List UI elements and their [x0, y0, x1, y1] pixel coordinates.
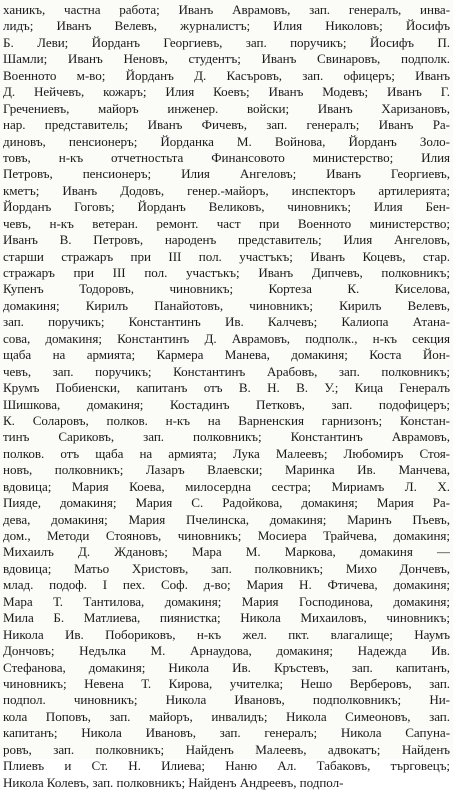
text-line: Никола Колевъ, зап. полковникъ; Найденъ Андреевъ, подпол- [3, 774, 344, 790]
text-line: дева, домакиня; Мария Пчелинска, домакиня; Маринъ Пъевъ, [3, 511, 450, 527]
text-line: чиновникъ; Невена Т. Кирова, учителка; Нешо Верберовъ, зап. [3, 675, 450, 691]
text-line: Плиевъ и Ст. Н. Илиева; Наню Ал. Табаковъ, търговецъ; [3, 758, 450, 774]
text-line: Йорданъ Гоговъ; Йорданъ Великовъ, чиновникъ; Илия Бен- [3, 199, 450, 215]
text-line: Шамли; Иванъ Неновъ, студентъ; Иванъ Свинаровъ, подполк. [3, 51, 450, 67]
text-line: Дончовъ; Недълка М. Арнаудова, домакиня; Надежда Ив. [3, 643, 450, 659]
document-body [3, 2, 450, 791]
text-line: Мила Б. Матлиева, пиянистка; Никола Михаиловъ, чиновникъ; [3, 610, 450, 626]
text-line: полков. отъ щаба на армията; Лука Малеевъ; Любомиръ Стоя- [3, 445, 450, 461]
text-line: Б. Леви; Йорданъ Георгиевъ, зап. поручикъ; Йосифъ П. [3, 34, 450, 50]
text-line: К. Соларовъ, полков. н-къ на Варненския гарнизонъ; Констан- [3, 412, 450, 428]
text-line: чевъ, н-къ ветеран. ремонт. част при Военното министерство; [3, 215, 450, 231]
text-line: нар. представитель; Иванъ Фичевъ, зап. генералъ; Иванъ Ра- [3, 117, 450, 133]
text-line: вдовица; Мария Коева, милосердна сестра; Мириамъ Л. Х. [3, 478, 450, 494]
text-line: млад. подоф. I пех. Соф. д-во; Мария Н. Фтичева, домакиня; [3, 577, 450, 593]
text-line: подпол. чиновникъ; Никола Ивановъ, подполковникъ; Ни- [3, 692, 450, 708]
text-line: ханикъ, частна работа; Иванъ Аврамовъ, зап. генералъ, инва- [3, 2, 450, 17]
text-line: старши стражаръ при III пол. участъкъ; Иванъ Коцевъ, стар. [3, 248, 450, 264]
text-line: Крумъ Побиенски, капитанъ отъ В. Н. В. У.; Кица Генералъ [3, 380, 450, 396]
text-line: новъ, полковникъ; Лазаръ Влаевски; Маринка Ив. Манчева, [3, 462, 450, 478]
text-line: Стефанова, домакиня; Никола Ив. Кръстевъ, зап. капитанъ, [3, 659, 450, 675]
text-line: щаба на армията; Кармера Манева, домакиня; Коста Йон- [3, 347, 450, 363]
text-line: Никола Ив. Побориковъ, н-къ жел. пкт. влагалище; Наумъ [3, 626, 450, 642]
text-line: зап. поручикъ; Константинъ Ив. Калчевъ; Калиопа Атана- [3, 314, 450, 330]
text-line: вдовица; Матьо Христовъ, зап. полковникъ; Михо Дончевъ, [3, 560, 450, 576]
text-line: Михаилъ Д. Ждановъ; Мара М. Маркова, домакиня — [3, 544, 450, 560]
text-line: Гречениевъ, майоръ инженер. войски; Иванъ Харизановъ, [3, 100, 450, 116]
text-line: чевъ, зап. поручикъ; Константинъ Арабовъ, зап. полковникъ; [3, 363, 450, 379]
text-line: товъ, н-къ отчетностьта Финансовото министерство; Илия [3, 149, 450, 165]
text-line: Пияде, домакиня; Мария С. Радойкова, домакиня; Мария Ра- [3, 495, 450, 511]
text-line: Мара Т. Тантилова, домакиня; Мария Господинова, домакиня; [3, 593, 450, 609]
text-line: капитанъ; Никола Ивановъ, зап. генералъ; Никола Сапуна- [3, 725, 450, 741]
text-line: тинъ Сариковъ, зап. полковникъ; Константинъ Аврамовъ, [3, 429, 450, 445]
text-line: стражаръ при III пол. участъкъ; Иванъ Дипчевъ, полковникъ; [3, 265, 450, 280]
text-line: дом., Методи Стояновъ, чиновникъ; Мосиера Трайчева, домакиня; [3, 528, 450, 543]
text-line: Шишкова, домакиня; Костадинъ Петковъ, зап. подофицеръ; [3, 396, 450, 412]
text-line: кола Поповъ, зап. майоръ, инвалидъ; Никола Симеоновъ, зап. [3, 708, 450, 724]
text-line: лидъ; Иванъ Велевъ, журналистъ; Илия Николовъ; Йосифъ [3, 18, 450, 34]
text-line: Купенъ Тодоровъ, чиновникъ; Кортеза К. Киселова, [3, 281, 450, 297]
text-line: домакиня; Кирилъ Панайотовъ, чиновникъ; Кирилъ Велевъ, [3, 297, 450, 313]
text-line: сова, домакиня; Константинъ Д. Аврамовъ, подполк., н-къ секция [3, 330, 450, 346]
text-line: кметъ; Иванъ Додовъ, генер.-майоръ, инспекторъ артилерията; [3, 182, 450, 198]
text-line: Иванъ В. Петровъ, народенъ представитель; Илия Ангеловъ, [3, 232, 450, 248]
text-line: Петровъ, пенсионеръ; Илия Ангеловъ; Иванъ Георгиевъ, [3, 166, 450, 182]
text-line: ровъ, зап. полковникъ; Найденъ Малеевъ, адвокатъ; Найденъ [3, 741, 450, 757]
text-line: Д. Нейчевъ, кожаръ; Илия Коевъ; Иванъ Модевъ; Иванъ Г. [3, 84, 450, 100]
text-line: Военното м-во; Йорданъ Д. Касъровъ, зап. офицеръ; Иванъ [3, 67, 450, 83]
text-line: диновъ, пенсионеръ; Йорданка М. Войнова, Йорданъ Золо- [3, 133, 450, 149]
